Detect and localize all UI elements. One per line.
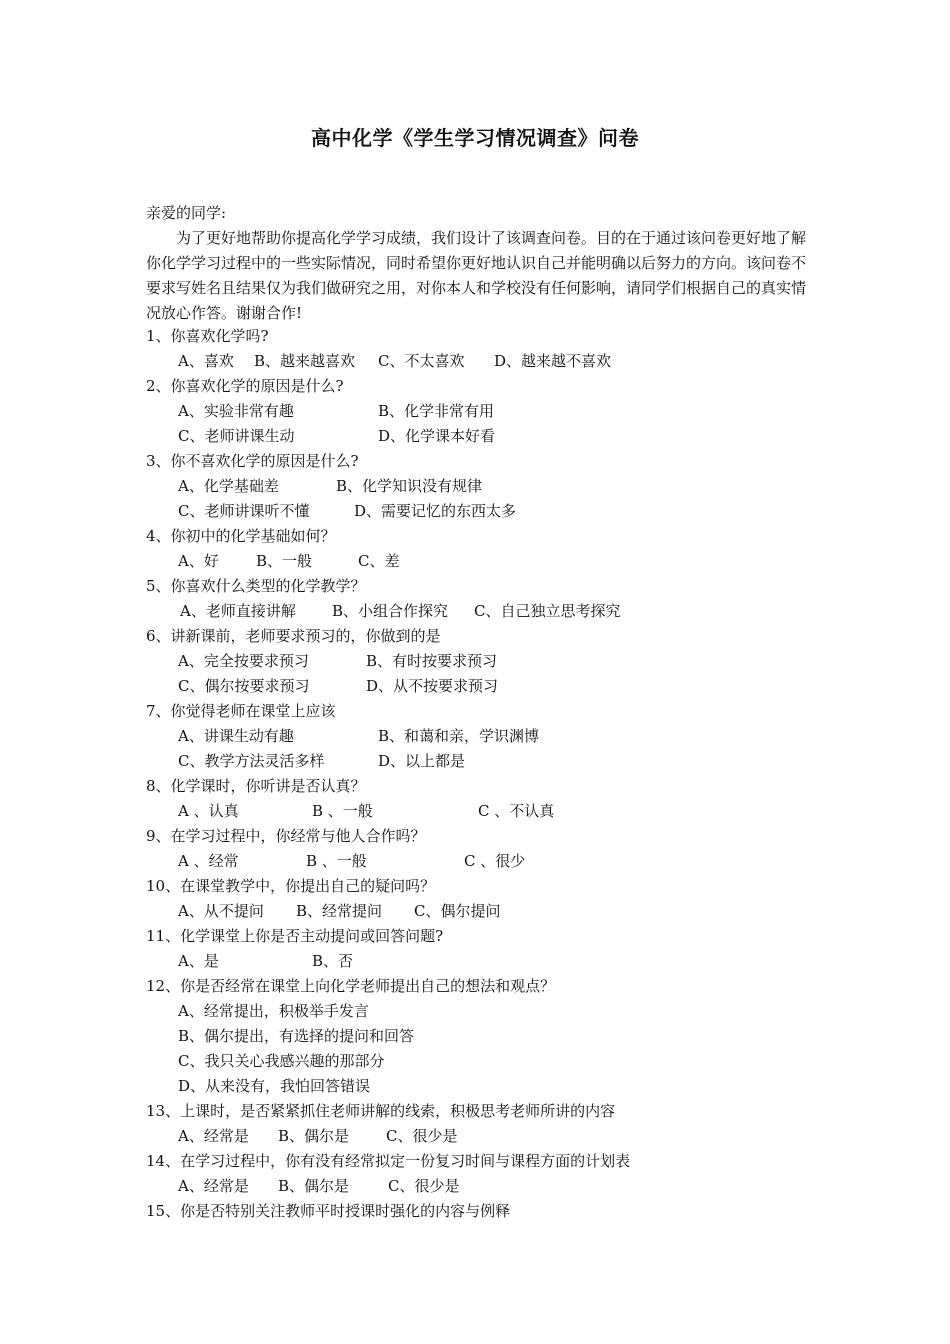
question-6: 6、讲新课前，老师要求预习的，你做到的是: [146, 627, 441, 645]
answer-option: B、偶尔提出，有选择的提问和回答: [178, 1027, 415, 1045]
answer-option: A 、经常: [178, 852, 239, 870]
answer-option: B、化学知识没有规律: [336, 477, 483, 495]
option-row: [146, 399, 826, 424]
question-4: 4、你初中的化学基础如何？: [146, 527, 336, 545]
answer-option: C 、不认真: [478, 802, 555, 820]
option-row: [146, 1024, 826, 1049]
question-12: 12、你是否经常在课堂上向化学老师提出自己的想法和观点？: [146, 977, 556, 995]
option-row: [146, 1074, 826, 1099]
option-row: [146, 424, 826, 449]
answer-option: D、从来没有，我怕回答错误: [178, 1077, 371, 1095]
answer-option: B、一般: [256, 552, 313, 570]
answer-option: B 、一般: [312, 802, 373, 820]
answer-option: A、从不提问: [178, 902, 264, 920]
answer-option: B、偶尔是: [278, 1127, 350, 1145]
option-row: [146, 999, 826, 1024]
page-title: 高中化学《学生学习情况调查》问卷: [311, 126, 639, 150]
answer-option: C、自己独立思考探究: [474, 602, 621, 620]
option-row: [146, 1049, 826, 1074]
answer-option: B 、一般: [306, 852, 367, 870]
option-row: [146, 499, 826, 524]
answer-option: A、经常提出，积极举手发言: [178, 1002, 369, 1020]
question-5: 5、你喜欢什么类型的化学教学？: [146, 577, 366, 595]
question-10: 10、在课堂教学中，你提出自己的疑问吗？: [146, 877, 436, 895]
answer-option: A、好: [178, 552, 219, 570]
question-1: 1、你喜欢化学吗?: [146, 327, 269, 345]
answer-option: D、越来越不喜欢: [494, 352, 612, 370]
answer-option: C、教学方法灵活多样: [178, 752, 325, 770]
answer-option: A 、认真: [178, 802, 239, 820]
answer-option: A、经常是: [178, 1177, 249, 1195]
answer-option: A、讲课生动有趣: [178, 727, 294, 745]
answer-option: D、需要记忆的东西太多: [354, 502, 517, 520]
answer-option: A、是: [178, 952, 219, 970]
answer-option: B、化学非常有用: [378, 402, 495, 420]
option-row: [146, 899, 826, 924]
answer-option: C、老师讲课生动: [178, 427, 295, 445]
option-row: [146, 724, 826, 749]
answer-option: C、偶尔按要求预习: [178, 677, 310, 695]
answer-option: B、和蔼和亲，学识渊博: [378, 727, 540, 745]
answer-option: D、化学课本好看: [378, 427, 496, 445]
answer-option: C、很少是: [386, 1127, 458, 1145]
answer-option: C、差: [358, 552, 400, 570]
answer-option: A、经常是: [178, 1127, 249, 1145]
question-2: 2、你喜欢化学的原因是什么?: [146, 377, 344, 395]
option-row: [146, 1124, 826, 1149]
answer-option: C、我只关心我感兴趣的那部分: [178, 1052, 385, 1070]
answer-option: A、实验非常有趣: [178, 402, 294, 420]
question-14: 14、在学习过程中，你有没有经常拟定一份复习时间与课程方面的计划表: [146, 1152, 631, 1170]
question-13: 13、上课时，是否紧紧抓住老师讲解的线索，积极思考老师所讲的内容: [146, 1102, 616, 1120]
question-15: 15、你是否特别关注教师平时授课时强化的内容与例释: [146, 1202, 511, 1220]
option-row: [146, 799, 826, 824]
option-row: [146, 949, 826, 974]
answer-option: C、偶尔提问: [414, 902, 501, 920]
question-list: [146, 324, 826, 1224]
answer-option: A、化学基础差: [178, 477, 279, 495]
option-row: [146, 549, 826, 574]
answer-option: B、否: [312, 952, 354, 970]
answer-option: C、老师讲课听不懂: [178, 502, 310, 520]
option-row: [146, 1174, 826, 1199]
question-9: 9、在学习过程中，你经常与他人合作吗？: [146, 827, 426, 845]
question-7: 7、你觉得老师在课堂上应该: [146, 702, 336, 720]
answer-option: A、喜欢: [178, 352, 234, 370]
answer-option: A、老师直接讲解: [180, 602, 296, 620]
option-row: [146, 749, 826, 774]
option-row: [146, 674, 826, 699]
question-3: 3、你不喜欢化学的原因是什么?: [146, 452, 359, 470]
answer-option: B、小组合作探究: [332, 602, 449, 620]
answer-option: B、有时按要求预习: [366, 652, 498, 670]
option-row: [146, 474, 826, 499]
answer-option: C、很少是: [388, 1177, 460, 1195]
answer-option: C、不太喜欢: [378, 352, 465, 370]
intro-paragraph: 为了更好地帮助你提高化学学习成绩，我们设计了该调查问卷。目的在于通过该问卷更好地了解你化学学习过程中的一些实际情况，同时希望你更好地认识自己并能明确以后努力的方向。该问卷不要求写姓名且结果仅为我们做研究之用，对你本人和学校没有任何影响，请同学们根据自己的真实情况放心作答。谢谢合作!: [146, 229, 807, 322]
question-11: 11、化学课堂上你是否主动提问或回答问题?: [146, 927, 444, 945]
option-row: [146, 849, 826, 874]
option-row: [146, 649, 826, 674]
option-row: [146, 349, 826, 374]
answer-option: C 、很少: [464, 852, 526, 870]
answer-option: B、越来越喜欢: [254, 352, 356, 370]
option-row: [146, 599, 826, 624]
answer-option: D、以上都是: [378, 752, 466, 770]
question-8: 8、化学课时，你听讲是否认真？: [146, 777, 366, 795]
greeting: 亲爱的同学:: [146, 204, 227, 222]
answer-option: D、从不按要求预习: [366, 677, 499, 695]
answer-option: A、完全按要求预习: [178, 652, 309, 670]
answer-option: B、经常提问: [296, 902, 383, 920]
answer-option: B、偶尔是: [278, 1177, 350, 1195]
